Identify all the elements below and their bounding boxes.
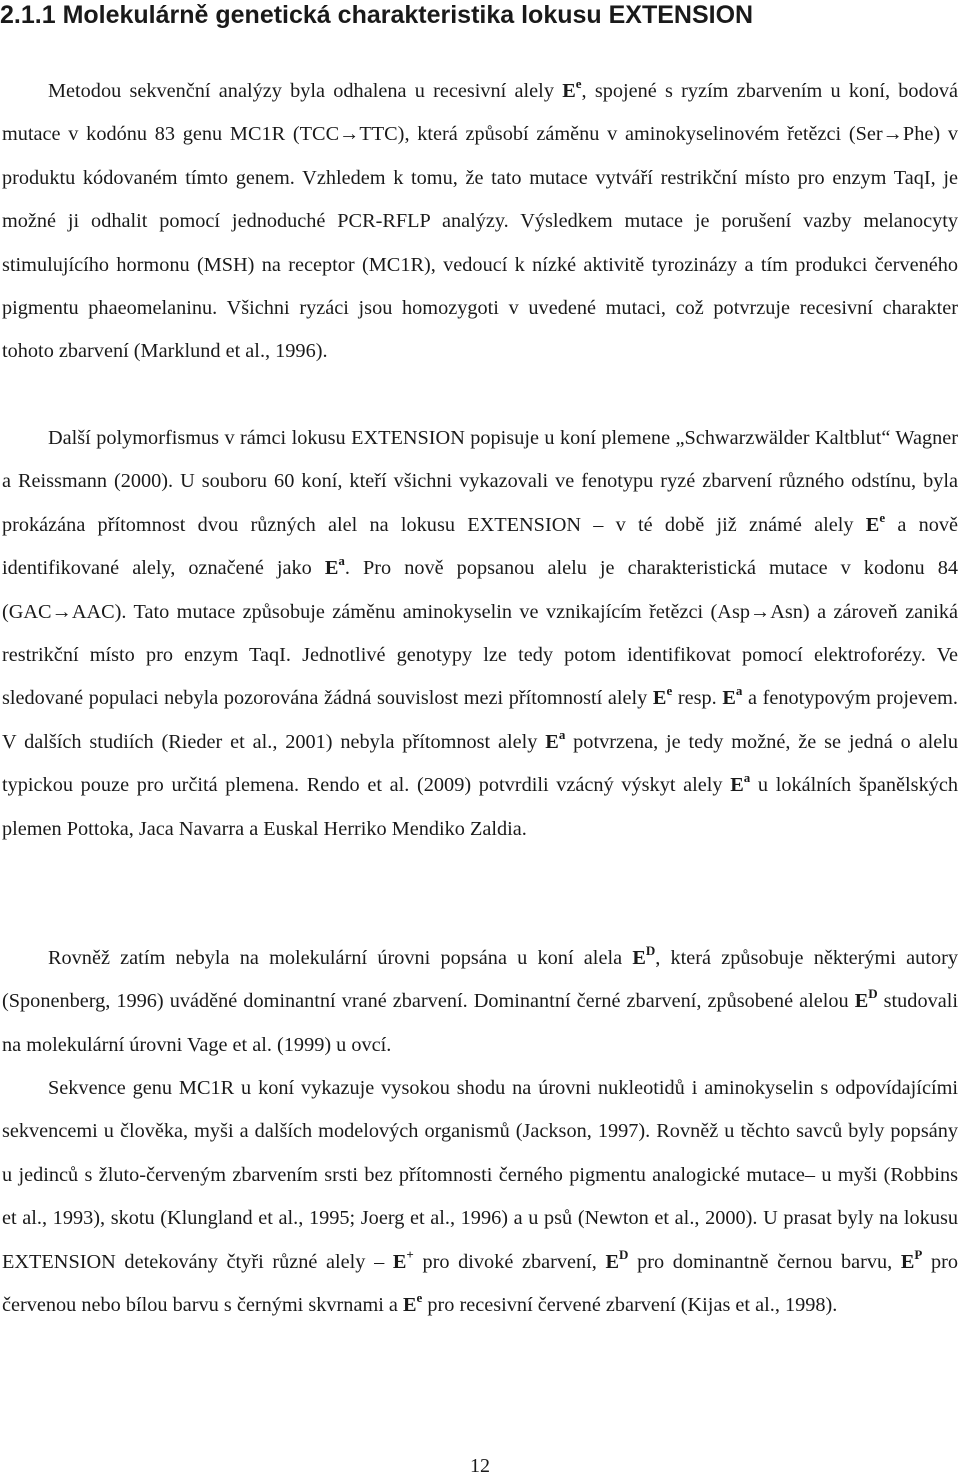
- allele-symbol: E: [632, 947, 646, 969]
- section-number: 2.1.1: [0, 1, 56, 29]
- allele-symbol: E: [545, 730, 559, 753]
- paragraph-text: potvrzena, je tedy možné, že se jedná o alelu typickou pouze pro určitá plemena. Rendo et al. (2009) potvrdili vzácný výskyt alely: [2, 730, 959, 797]
- paragraph-text: a nově identifikované alely, označené jako: [2, 513, 958, 580]
- allele-symbol: E: [900, 1250, 915, 1273]
- allele-superscript: e: [879, 509, 886, 525]
- paragraph-text: pro divoké zbarvení,: [413, 1250, 606, 1273]
- allele-superscript: +: [406, 1246, 414, 1262]
- allele-superscript: D: [868, 986, 878, 1002]
- allele-symbol: E: [403, 1294, 417, 1317]
- paragraph-text: Další polymorfismus v rámci lokusu EXTENSION popisuje u koní plemene „Schwarzwälder Kaltblut“ Wagner a Reissmann (2000). U souboru 60 koní, kteří všichni vykazovali ve fenotypu ryzé zbarvení různého odstínu, byla prokázána přítomnost dvou různých alel na lokusu EXTENSION – v té době již známé alely: [2, 427, 958, 536]
- allele-symbol: E: [722, 687, 736, 710]
- paragraph-text: u lokálních španělských plemen Pottoka, Jaca Navarra a Euskal Herriko Mendiko Zaldia.: [2, 774, 958, 840]
- paragraph: [2, 937, 958, 1067]
- paragraph-text: a fenotypovým projevem. V dalších studiích (Rieder et al., 2001) nebyla přítomnost alely: [2, 687, 958, 753]
- allele-superscript: a: [735, 683, 743, 699]
- paragraph-text: pro dominantně černou barvu,: [628, 1250, 901, 1273]
- paragraph-text: , spojené s ryzím zbarvením u koní, bodová mutace v kodónu 83 genu MC1R (TCC→TTC), která způsobí záměnu v aminokyselinovém řetězci (Ser→Phe) v produktu kódovaném tímto genem. Vzhledem k tomu, že tato mutace vytváří restrikční místo pro enzym TaqI, je možné ji odhalit pomocí jednoduché PCR-RFLP analýzy. Výsledkem mutace je porušení vazby melanocyty stimulujícího hormonu (MSH) na receptor (MC1R), vedoucí k nízké aktivitě tyrozinázy a tím produkci červeného pigmentu phaeomelaninu. Všichni ryzáci jsou homozygoti v uvedené mutaci, což potvrzuje recesivní charakter tohoto zbarvení (Marklund et al., 1996).: [2, 80, 958, 363]
- allele-superscript: a: [558, 726, 566, 742]
- allele-superscript: a: [743, 770, 751, 786]
- allele-symbol: E: [324, 557, 339, 580]
- allele-symbol: E: [854, 990, 869, 1013]
- allele-superscript: D: [619, 1246, 629, 1262]
- allele-symbol: E: [730, 774, 744, 797]
- paragraph-text: resp.: [672, 687, 723, 710]
- allele-symbol: E: [865, 513, 880, 536]
- paragraph-text: pro recesivní červené zbarvení (Kijas et al., 1998).: [422, 1294, 838, 1317]
- allele-symbol: E: [562, 80, 576, 102]
- allele-superscript: e: [666, 683, 673, 699]
- allele-symbol: E: [652, 687, 667, 710]
- allele-superscript: a: [338, 553, 345, 569]
- paragraph-text: Metodou sekvenční analýzy byla odhalena u recesivní alely: [48, 80, 563, 102]
- paragraph-text: studovali na molekulární úrovni Vage et al. (1999) u ovcí.: [2, 990, 958, 1056]
- allele-superscript: e: [575, 76, 582, 91]
- allele-symbol: E: [392, 1250, 407, 1273]
- section-title: Molekulárně genetická charakteristika lokusu EXTENSION: [62, 1, 754, 29]
- paragraph-text: . Pro nově popsanou alelu je charakteristická mutace v kodonu 84 (GAC→AAC). Tato mutace způsobuje záměnu aminokyselin ve vznikajícím řetězci (Asp→Asn) a zároveň zaniká restrikční místo pro enzym TaqI. Jednotlivé genotypy lze tedy potom identifikovat pomocí elektroforézy. Ve sledované populaci nebyla pozorována žádná souvislost mezi přítomností alely: [2, 557, 958, 710]
- paragraph: [2, 70, 958, 374]
- section-heading: [0, 0, 960, 30]
- allele-superscript: e: [416, 1290, 423, 1306]
- paragraph-text: pro červenou nebo bílou barvu s černými skvrnami a: [2, 1250, 959, 1317]
- allele-superscript: D: [645, 943, 656, 958]
- paragraph-text: Sekvence genu MC1R u koní vykazuje vysokou shodu na úrovni nukleotidů i aminokyselin s odpovídajícími sekvencemi u člověka, myši a dalších modelových organismů (Jackson, 1997). Rovněž u těchto savců byly popsány u jedinců s žluto-červeným zbarvením srsti bez přítomnosti černého pigmentu analogické mutace– u myši (Robbins et al., 1993), skotu (Klungland et al., 1995; Joerg et al., 1996) a u psů (Newton et al., 2000). U prasat byly na lokusu EXTENSION detekovány čtyři různé alely –: [2, 1077, 958, 1273]
- allele-symbol: E: [605, 1250, 620, 1273]
- paragraph: [2, 417, 958, 851]
- allele-superscript: P: [914, 1246, 923, 1262]
- page-number: 12: [470, 1455, 490, 1477]
- paragraph-text: , která způsobuje některými autory (Sponenberg, 1996) uváděné dominantní vrané zbarvení. Dominantní černé zbarvení, způsobené alelou: [2, 947, 958, 1013]
- paragraph-text: Rovněž zatím nebyla na molekulární úrovni popsána u koní alela: [48, 947, 633, 969]
- paragraph: [2, 1067, 958, 1327]
